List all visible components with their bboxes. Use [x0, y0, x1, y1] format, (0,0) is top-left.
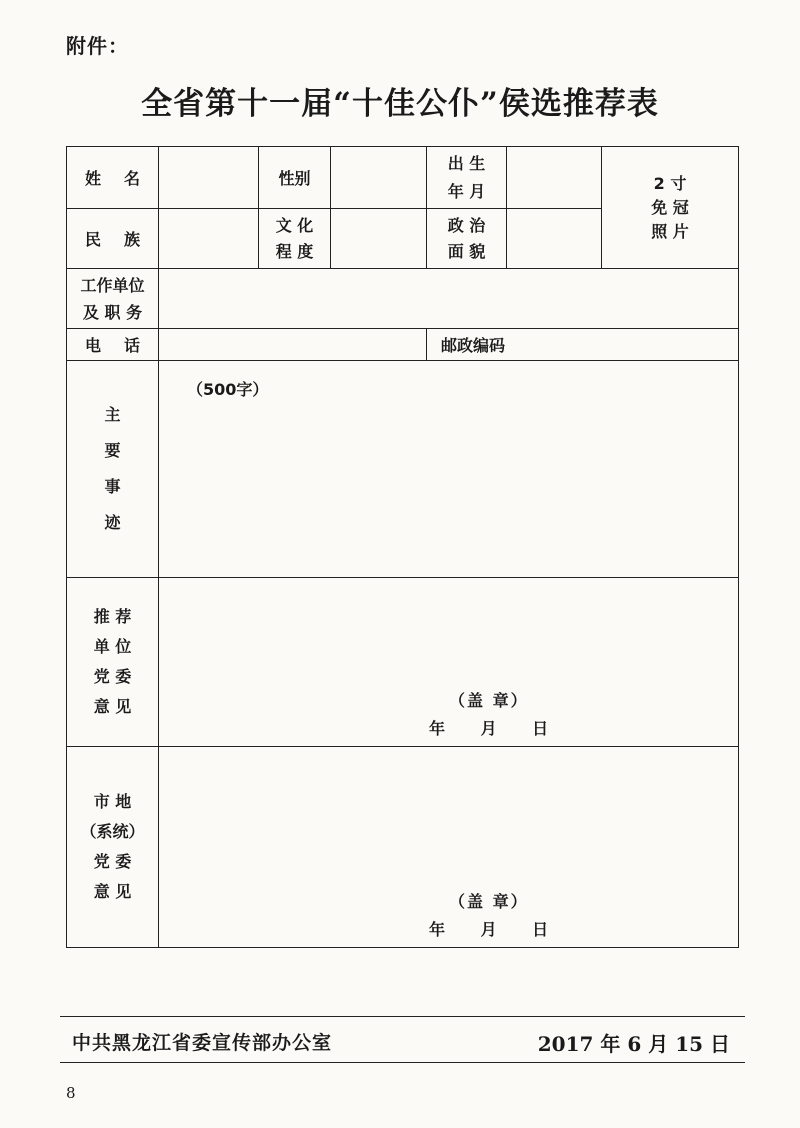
- attachment-label: 附件：: [66, 34, 129, 58]
- name-label: 姓 名: [67, 147, 159, 209]
- education-label: 文 化 程 度: [259, 209, 331, 269]
- footer-divider-top: [60, 1016, 745, 1017]
- recommending-party-opinion-label: 推 荐 单 位 党 委 意 见: [67, 578, 159, 747]
- photo-box[interactable]: 2 寸 免 冠 照 片: [602, 147, 739, 269]
- education-field[interactable]: [331, 209, 427, 269]
- issuing-office: 中共黑龙江省委宣传部办公室: [72, 1032, 333, 1054]
- birth-label: 出 生 年 月: [427, 147, 507, 209]
- phone-field[interactable]: [159, 329, 427, 361]
- birth-field[interactable]: [507, 147, 602, 209]
- footer-divider-bottom: [60, 1062, 745, 1063]
- ethnicity-field[interactable]: [159, 209, 259, 269]
- form-title: 全省第十一届“十佳公仆”侯选推荐表: [141, 86, 659, 122]
- gender-label: 性别: [259, 147, 331, 209]
- name-field[interactable]: [159, 147, 259, 209]
- recommendation-form: [66, 146, 739, 948]
- political-label: 政 治 面 貌: [427, 209, 507, 269]
- main-deeds-label: 主 要 事 迹: [67, 361, 159, 578]
- page-number: 8: [66, 1084, 76, 1102]
- recommending-party-opinion-field[interactable]: [159, 578, 739, 747]
- postal-code-label: 邮政编码: [441, 336, 506, 355]
- city-party-opinion-field[interactable]: [159, 747, 739, 948]
- postal-code-cell[interactable]: [427, 329, 739, 361]
- main-deeds-field[interactable]: [159, 361, 739, 578]
- ethnicity-label: 民 族: [67, 209, 159, 269]
- issue-date: 2017 年 6 月 15 日: [537, 1032, 730, 1056]
- seal-note: （盖 章）: [449, 691, 529, 710]
- political-field[interactable]: [507, 209, 602, 269]
- work-label: 工作单位 及 职 务: [67, 269, 159, 329]
- date-placeholder: 年 月 日: [429, 719, 549, 738]
- seal-note: （盖 章）: [449, 892, 529, 911]
- date-placeholder: 年 月 日: [429, 920, 549, 939]
- gender-field[interactable]: [331, 147, 427, 209]
- work-field[interactable]: [159, 269, 739, 329]
- word-limit-note: （500字）: [187, 380, 269, 399]
- phone-label: 电 话: [67, 329, 159, 361]
- city-party-opinion-label: 市 地 （系统） 党 委 意 见: [67, 747, 159, 948]
